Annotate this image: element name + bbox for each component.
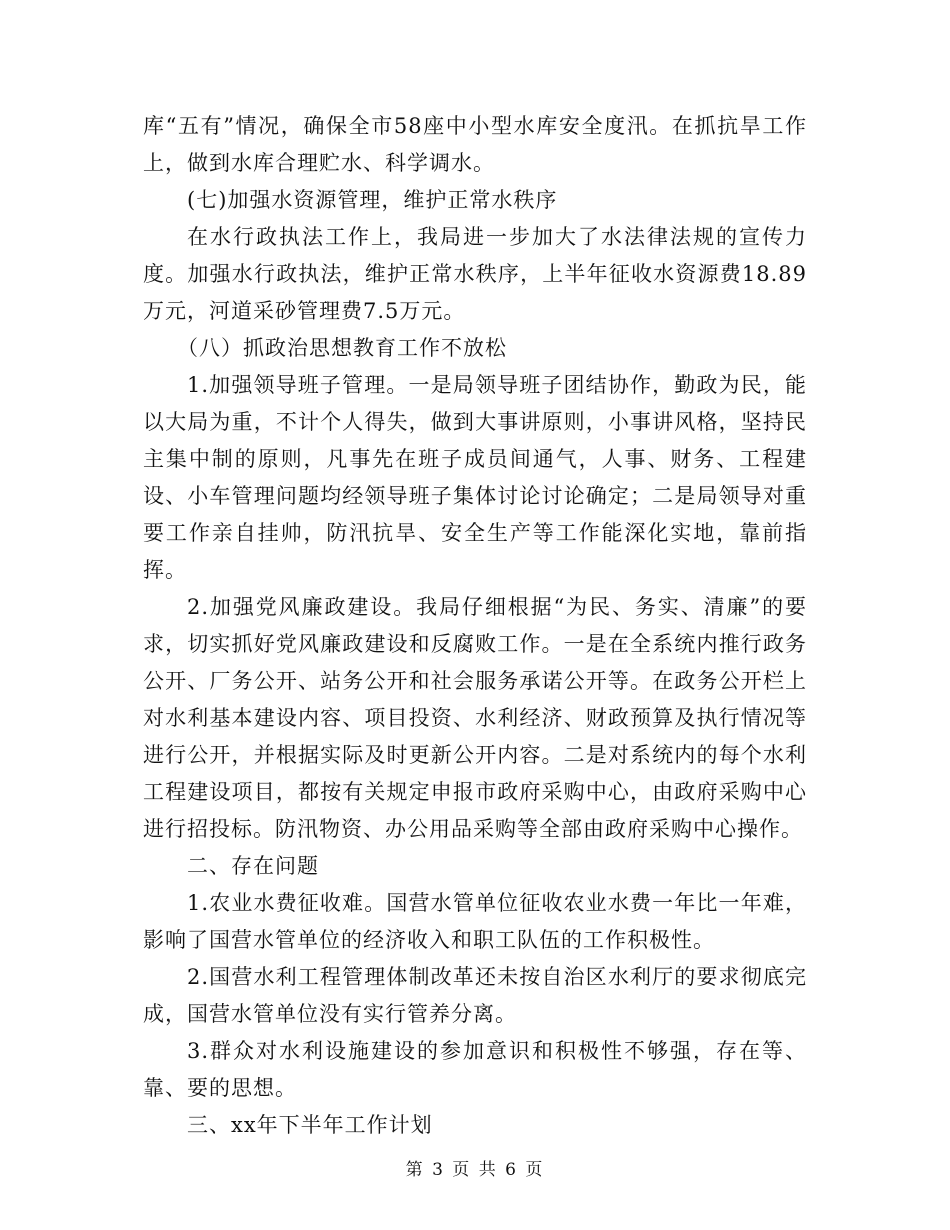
paragraph-party-conduct: 2.加强党风廉政建设。我局仔细根据“为民、务实、清廉”的要求，切实抓好党风廉政建设和反腐败工作。一是在全系统内推行政务公开、厂务公开、站务公开和社会服务承诺公开等。在政务公开栏上对水利基本建设内容、项目投资、水利经济、财政预算及执行情况等进行公开，并根据实际及时更新公开内容。二是对系统内的每个水利工程建设项目，都按有关规定申报市政府采购中心，由政府采购中心进行招投标。防汛物资、办公用品采购等全部由政府采购中心操作。 <box>143 595 807 841</box>
section-heading-plan: 三、xx年下半年工作计划 <box>187 1113 433 1137</box>
page-footer: 第 3 页 共 6 页 <box>405 1160 545 1180</box>
document-body <box>143 108 807 1144</box>
section-heading-problems: 二、存在问题 <box>187 854 319 878</box>
paragraph-water-law-enforcement: 在水行政执法工作上，我局进一步加大了水法律法规的宣传力度。加强水行政执法，维护正常水秩序，上半年征收水资源费18.89万元，河道采砂管理费7.5万元。 <box>143 225 807 323</box>
paragraph-reservoir-flood: 库“五有”情况，确保全市58座中小型水库安全度汛。在抓抗旱工作上，做到水库合理贮水、科学调水。 <box>143 114 807 175</box>
paragraph-problem-2: 2.国营水利工程管理体制改革还未按自治区水利厅的要求彻底完成，国营水管单位没有实行管养分离。 <box>143 965 807 1026</box>
section-heading-8: （八）抓政治思想教育工作不放松 <box>177 336 507 360</box>
paragraph-problem-3: 3.群众对水利设施建设的参加意识和积极性不够强，存在等、靠、要的思想。 <box>143 1039 807 1100</box>
section-heading-7: (七)加强水资源管理，维护正常水秩序 <box>187 188 558 212</box>
paragraph-problem-1: 1.农业水费征收难。国营水管单位征收农业水费一年比一年难，影响了国营水管单位的经济收入和职工队伍的工作积极性。 <box>143 891 807 952</box>
paragraph-leadership-management: 1.加强领导班子管理。一是局领导班子团结协作，勤政为民，能以大局为重，不计个人得失，做到大事讲原则，小事讲风格，坚持民主集中制的原则，凡事先在班子成员间通气，人事、财务、工程建设、小车管理问题均经领导班子集体讨论讨论确定；二是局领导对重要工作亲自挂帅，防汛抗旱、安全生产等工作能深化实地，靠前指挥。 <box>143 373 807 582</box>
